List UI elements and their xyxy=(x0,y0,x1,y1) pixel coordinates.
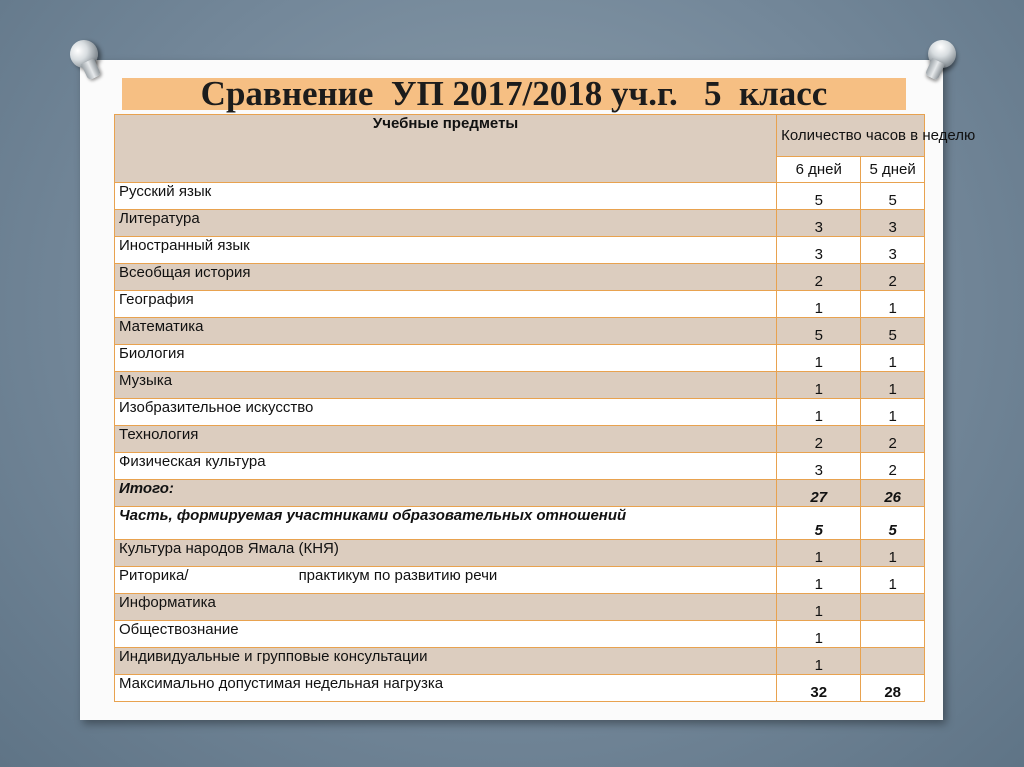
subject-name-extra: практикум по развитию речи xyxy=(298,567,498,584)
table-row xyxy=(115,372,925,399)
subject-name: Изобразительное искусство xyxy=(119,399,314,416)
hours-6-days-cell: 1 xyxy=(777,594,861,621)
hours-6-days-cell: 1 xyxy=(777,399,861,426)
table-row xyxy=(115,345,925,372)
hours-6-days-cell: 5 xyxy=(777,318,861,345)
subject-cell xyxy=(115,237,777,264)
subject-name: Биология xyxy=(119,345,185,362)
table-row xyxy=(115,648,925,675)
subject-name: Музыка xyxy=(119,372,173,389)
header-subjects: Учебные предметы xyxy=(115,115,777,183)
hours-5-days-cell: 3 xyxy=(861,210,925,237)
subject-cell xyxy=(115,210,777,237)
subject-cell xyxy=(115,480,777,507)
table-row xyxy=(115,264,925,291)
hours-6-days-cell: 1 xyxy=(777,648,861,675)
subject-name: Максимально допустимая недельная нагрузка xyxy=(119,675,444,692)
hours-6-days-cell: 32 xyxy=(777,675,861,702)
subject-cell xyxy=(115,594,777,621)
table-row xyxy=(115,480,925,507)
table-row xyxy=(115,426,925,453)
table-row xyxy=(115,399,925,426)
subject-cell xyxy=(115,675,777,702)
pushpin-left-icon xyxy=(65,35,102,72)
hours-5-days-cell: 1 xyxy=(861,567,925,594)
subject-cell xyxy=(115,648,777,675)
table-row xyxy=(115,567,925,594)
subject-cell xyxy=(115,345,777,372)
hours-5-days-cell: 3 xyxy=(861,237,925,264)
subject-name: Информатика xyxy=(119,594,216,611)
pushpin-right-icon xyxy=(923,35,960,72)
hours-6-days-cell: 2 xyxy=(777,426,861,453)
page-title: Сравнение УП 2017/2018 уч.г. 5 класс xyxy=(200,74,828,113)
table-row xyxy=(115,594,925,621)
subject-cell xyxy=(115,453,777,480)
hours-5-days-cell: 5 xyxy=(861,318,925,345)
hours-6-days-cell: 3 xyxy=(777,210,861,237)
table-row xyxy=(115,540,925,567)
subject-name: Математика xyxy=(119,318,204,335)
subject-name: Технология xyxy=(119,426,199,443)
hours-5-days-cell: 5 xyxy=(861,507,925,540)
header-hours: Количество часов в неделю xyxy=(777,115,925,157)
table-row xyxy=(115,621,925,648)
hours-6-days-cell: 1 xyxy=(777,372,861,399)
hours-5-days-cell: 1 xyxy=(861,399,925,426)
table-row xyxy=(115,210,925,237)
hours-6-days-cell: 1 xyxy=(777,567,861,594)
subject-name: География xyxy=(119,291,194,308)
table-header-row xyxy=(115,115,925,157)
table-row xyxy=(115,453,925,480)
hours-6-days-cell: 1 xyxy=(777,291,861,318)
hours-6-days-cell: 27 xyxy=(777,480,861,507)
hours-5-days-cell: 1 xyxy=(861,372,925,399)
subject-name: Обществознание xyxy=(119,621,239,638)
subject-cell xyxy=(115,540,777,567)
hours-5-days-cell xyxy=(861,621,925,648)
header-5-days: 5 дней xyxy=(861,157,925,183)
table-row xyxy=(115,507,925,540)
subject-cell xyxy=(115,264,777,291)
hours-5-days-cell: 2 xyxy=(861,426,925,453)
table-row xyxy=(115,237,925,264)
subject-name: Итого: xyxy=(119,480,174,497)
table-row xyxy=(115,675,925,702)
hours-5-days-cell: 1 xyxy=(861,345,925,372)
subject-cell xyxy=(115,183,777,210)
subject-cell xyxy=(115,426,777,453)
hours-5-days-cell: 28 xyxy=(861,675,925,702)
header-6-days: 6 дней xyxy=(777,157,861,183)
table-row xyxy=(115,291,925,318)
subject-name: Всеобщая история xyxy=(119,264,251,281)
subject-cell xyxy=(115,318,777,345)
subject-name: Физическая культура xyxy=(119,453,266,470)
subject-cell xyxy=(115,291,777,318)
subject-name: Русский язык xyxy=(119,183,212,200)
subject-name: Иностранный язык xyxy=(119,237,250,254)
hours-5-days-cell: 1 xyxy=(861,291,925,318)
subject-cell xyxy=(115,621,777,648)
subject-cell xyxy=(115,372,777,399)
table-row xyxy=(115,183,925,210)
hours-6-days-cell: 1 xyxy=(777,345,861,372)
hours-6-days-cell: 3 xyxy=(777,453,861,480)
hours-5-days-cell xyxy=(861,648,925,675)
hours-6-days-cell: 3 xyxy=(777,237,861,264)
hours-5-days-cell: 1 xyxy=(861,540,925,567)
hours-5-days-cell: 2 xyxy=(861,453,925,480)
subject-name: Литература xyxy=(119,210,200,227)
subject-name: Часть, формируемая участниками образовательных отношений xyxy=(119,507,627,524)
hours-6-days-cell: 5 xyxy=(777,507,861,540)
hours-6-days-cell: 2 xyxy=(777,264,861,291)
subject-name: Риторика/ xyxy=(119,567,189,584)
hours-6-days-cell: 1 xyxy=(777,540,861,567)
hours-5-days-cell: 2 xyxy=(861,264,925,291)
subject-name: Культура народов Ямала (КНЯ) xyxy=(119,540,339,557)
subject-cell xyxy=(115,567,777,594)
hours-5-days-cell: 5 xyxy=(861,183,925,210)
hours-5-days-cell xyxy=(861,594,925,621)
curriculum-table xyxy=(114,114,976,702)
table-row xyxy=(115,318,925,345)
subject-cell xyxy=(115,399,777,426)
hours-6-days-cell: 1 xyxy=(777,621,861,648)
subject-name: Индивидуальные и групповые консультации xyxy=(119,648,428,665)
hours-6-days-cell: 5 xyxy=(777,183,861,210)
hours-5-days-cell: 26 xyxy=(861,480,925,507)
subject-cell xyxy=(115,507,777,540)
